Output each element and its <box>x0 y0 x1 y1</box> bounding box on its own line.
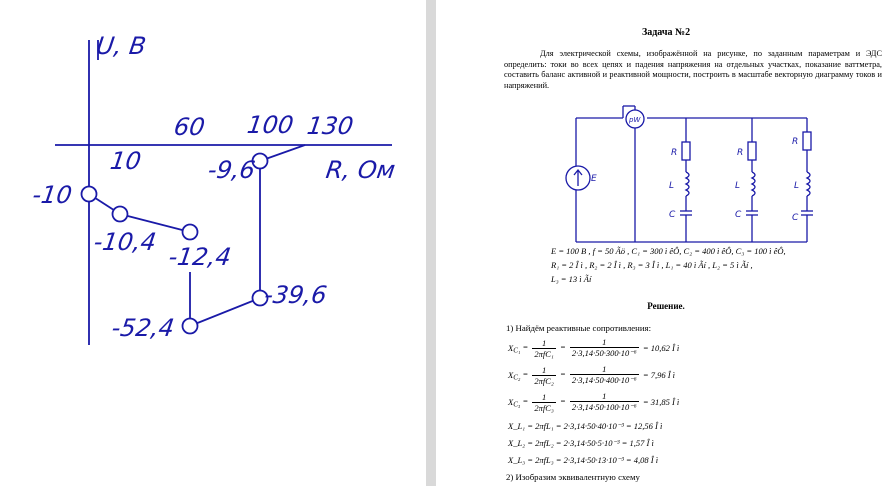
parameters <box>551 244 891 286</box>
u-axis-label: U, В <box>94 32 148 60</box>
l2-label: L <box>735 181 741 191</box>
eq-xl1: X_L₁ = 2πfL₁ = 2·3,14·50·40·10⁻³ = 12,56 Î ì <box>508 421 663 431</box>
source-label: E <box>591 174 597 184</box>
eq-xl2: X_L₂ = 2πfL₂ = 2·3,14·50·5·10⁻³ = 1,57 Î ì <box>508 438 654 448</box>
r1-label: R <box>671 148 678 158</box>
point-label-f: -9,6 <box>206 156 257 184</box>
c3-label: C <box>792 213 799 223</box>
r2-label: R <box>737 148 744 158</box>
point-label-d: -52,4 <box>109 314 176 342</box>
eq-xc2: $X_{C_2}$ = $\frac{1}{\text{2πfC₂}}$ = $\frac{1}{\text{2·3,14·50·400·10⁻⁶}}$ = 7,96 Î ì <box>508 364 676 386</box>
step-1: 1) Найдём реактивные сопротивления: <box>506 323 652 333</box>
document-page <box>436 0 896 486</box>
r3-label: R <box>792 137 799 147</box>
c1-label: C <box>669 210 676 220</box>
point-b <box>113 207 128 222</box>
tick-130: 130 <box>305 112 356 140</box>
tick-60: 60 <box>172 113 207 141</box>
eq-xc3: $X_{C_3}$ = $\frac{1}{\text{2πfC₃}}$ = $\frac{1}{\text{2·3,14·50·100·10⁻⁶}}$ = 31,85 Î ì <box>508 391 680 413</box>
eq-xc1: $X_{C_1}$ = $\frac{1}{\text{2πfC₁}}$ = $\frac{1}{\text{2·3,14·50·300·10⁻⁶}}$ = 10,62 Î ì <box>508 337 680 359</box>
task-title: Задача №2 <box>641 27 691 38</box>
l1-label: L <box>669 181 675 191</box>
point-label-e: -39,6 <box>262 281 329 309</box>
r-axis-label: R, Ом <box>324 156 397 184</box>
point-a <box>82 187 97 202</box>
c2-label: C <box>735 210 742 220</box>
l3-label: L <box>794 181 800 191</box>
eq-xl3: X_L₃ = 2πfL₃ = 2·3,14·50·13·10⁻³ = 4,08 Î ì <box>508 455 659 465</box>
wattmeter-label: pW <box>629 116 641 124</box>
point-c <box>183 225 198 240</box>
circuit-schematic <box>436 0 896 486</box>
point-label-c: -12,4 <box>166 243 233 271</box>
step-2: 2) Изобразим эквивалентную схему <box>506 472 640 482</box>
page-gap <box>426 0 436 486</box>
solution-title: Решение. <box>647 301 685 311</box>
point-d <box>183 319 198 334</box>
tick-100: 100 <box>245 111 296 139</box>
potential-diagram <box>0 0 426 486</box>
point-label-b: -10,4 <box>92 228 159 256</box>
diagram-page <box>0 0 426 486</box>
params-line-2: R₁ = 2 Î ì , R₂ = 2 Î ì , R₃ = 3 Î ì , L₁ = 40 ì Ãí , L₂ = 5 ì Ãí , <box>551 260 753 270</box>
tick-10: 10 <box>108 147 143 175</box>
params-line-3: L₃ = 13 ì Ãí <box>551 274 592 284</box>
task-description: Для электрической схемы, изображённой на рисунке, по заданным параметрам и ЭДС определить: токи во всех цепях и падения напряжения на отдельных участках, показание ваттметра, составить баланс активной и реактивной мощности, построить в масштабе векторную диаграмму токов и напряжений. <box>504 49 882 90</box>
params-line-1: E = 100 В , f = 50 Ãö , C₁ = 300 ì êÔ, C₂ = 400 ì êÔ, C₃ = 100 ì êÔ, <box>551 246 786 256</box>
point-label-a: -10 <box>30 181 74 209</box>
